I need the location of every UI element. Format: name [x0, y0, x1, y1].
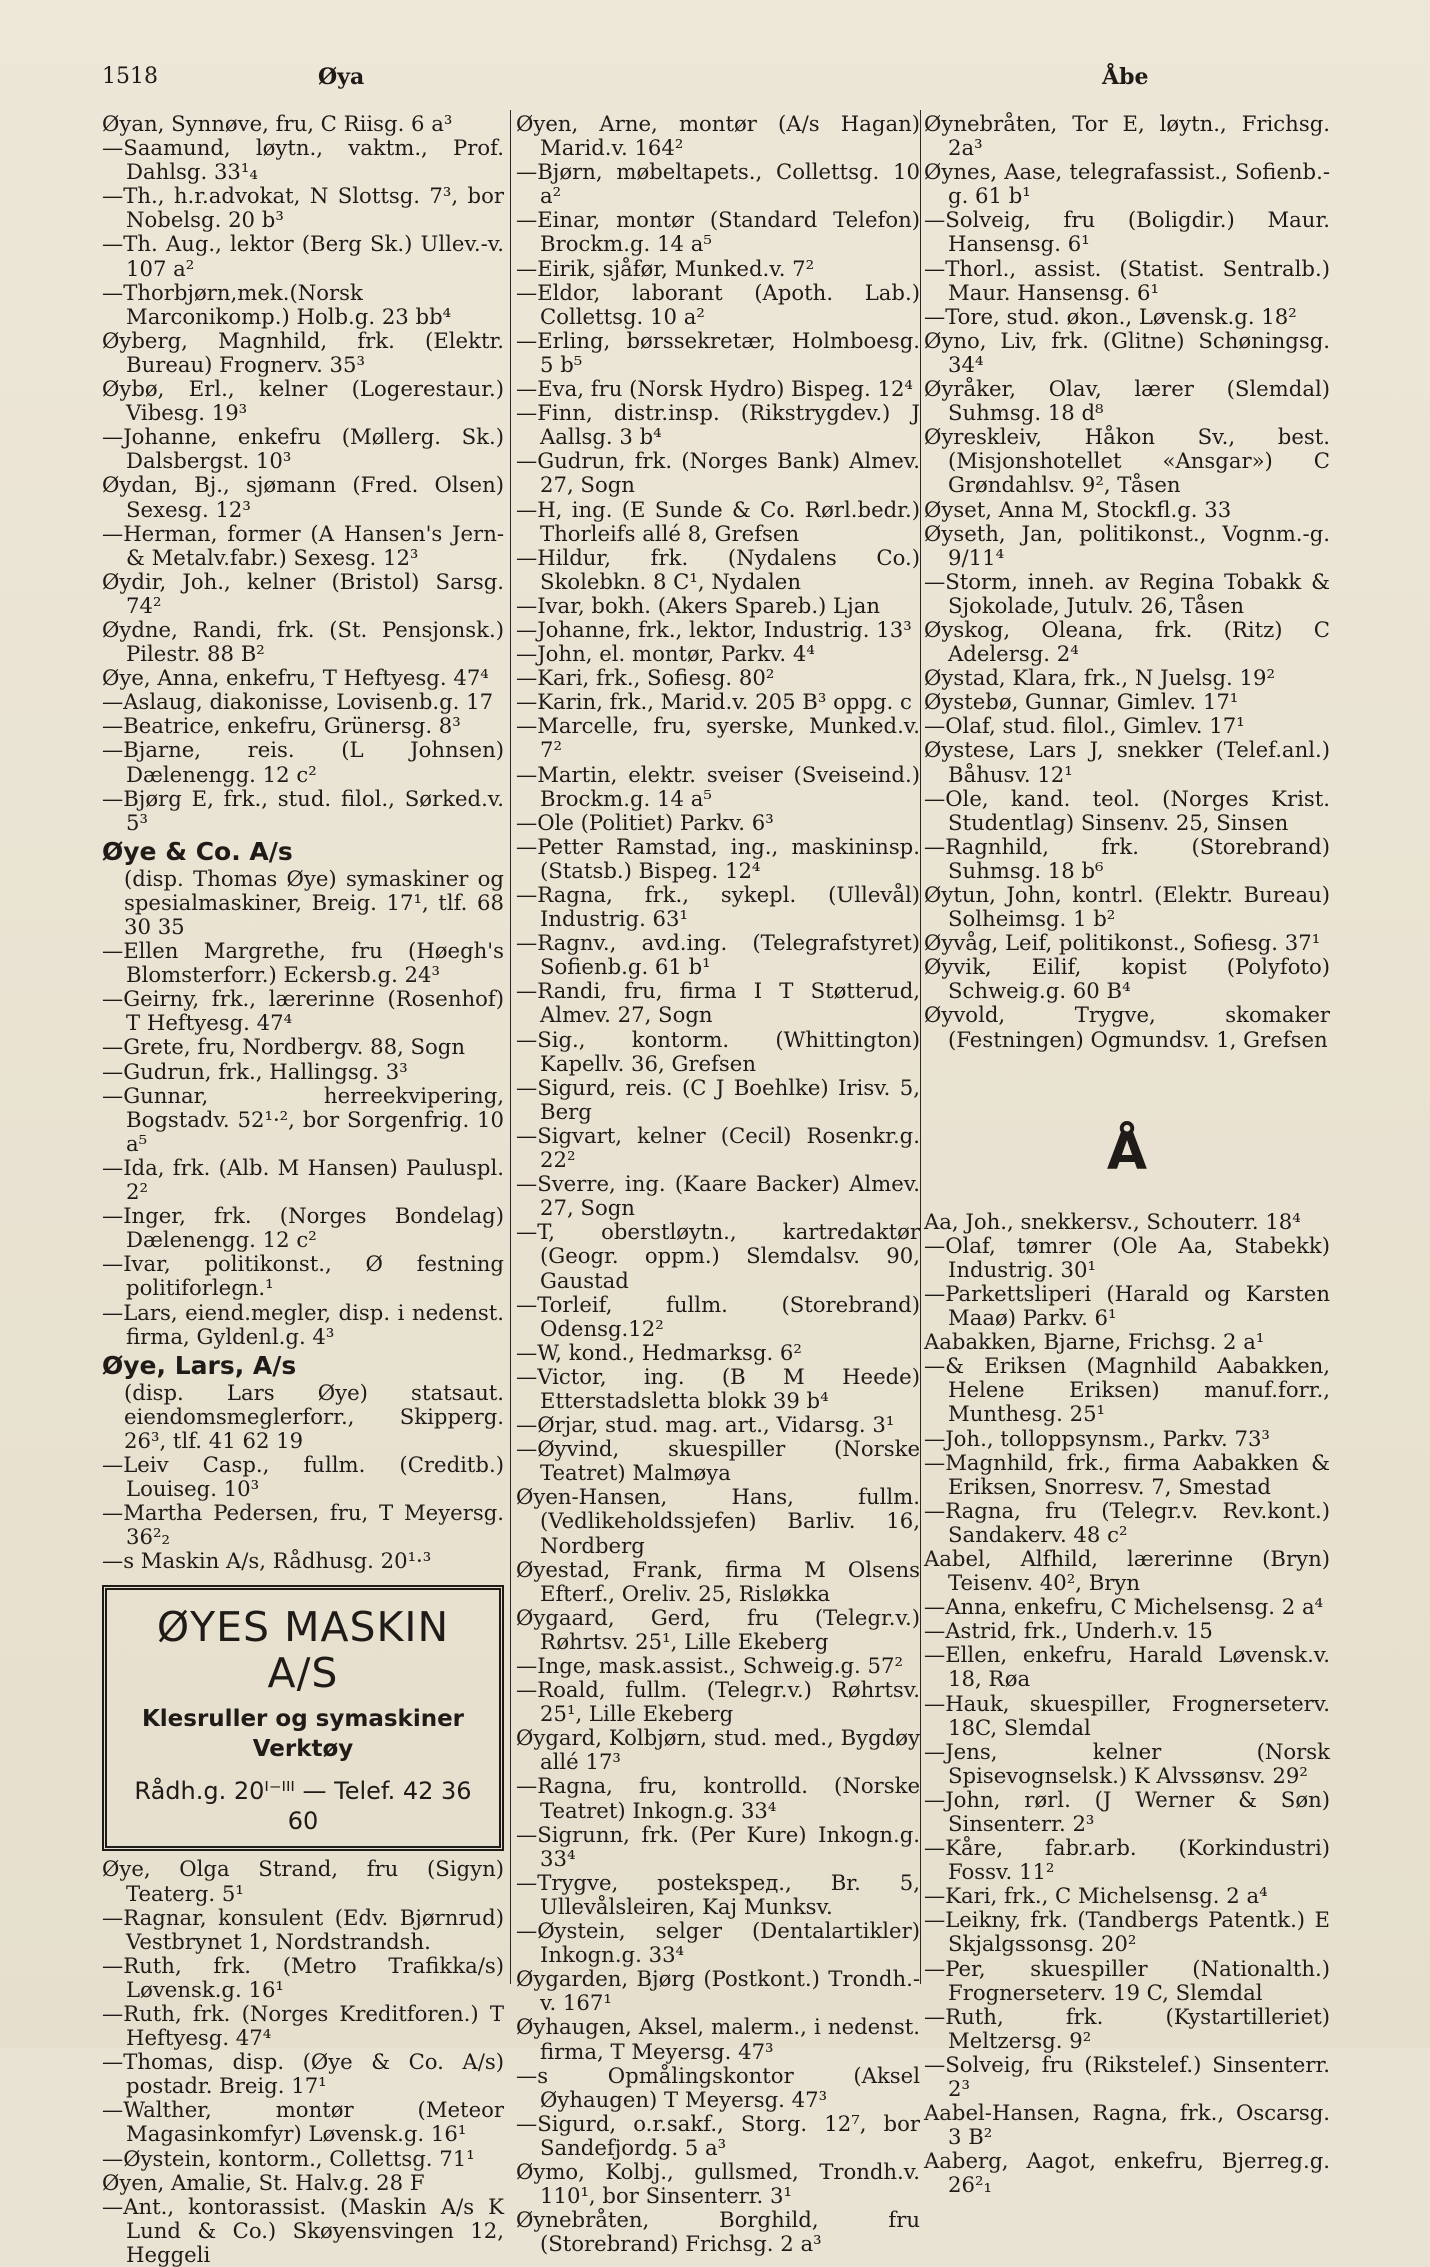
- directory-entry: Øystad, Klara, frk., N Juelsg. 19²: [924, 665, 1275, 691]
- directory-entry: —Ida, frk. (Alb. M Hansen) Pauluspl. 2²: [102, 1154, 504, 1205]
- directory-entry: —T, oberstløytn., kartredaktør (Geogr. oppm.) Slemdalsv. 90, Gaustad: [516, 1219, 920, 1293]
- directory-entry: —Sigurd, reis. (C J Boehlke) Irisv. 5, Berg: [516, 1074, 920, 1124]
- directory-entry: Øyhaugen, Aksel, malerm., i nedenst. firma, T Meyersg. 47³: [516, 2014, 920, 2064]
- directory-entry: Øydir, Joh., kelner (Bristol) Sarsg. 74²: [102, 568, 504, 618]
- column-1-entries-d: [102, 1857, 504, 2267]
- directory-entry: —Eva, fru (Norsk Hydro) Bispeg. 12⁴: [516, 376, 913, 402]
- directory-entry: —Per, skuespiller (Nationalth.) Frognerseterv. 19 C, Slemdal: [924, 1955, 1330, 2005]
- directory-entry: —Eirik, sjåfør, Munked.v. 7²: [516, 255, 815, 281]
- directory-entry: —Johanne, frk., lektor, Industrig. 13³: [516, 616, 912, 642]
- directory-entry: Øye, Olga Strand, fru (Sigyn) Teaterg. 5¹: [102, 1856, 504, 1906]
- directory-entry: —Astrid, frk., Underh.v. 15: [924, 1618, 1213, 1644]
- directory-entry: —Inge, mask.assist., Schweig.g. 57²: [516, 1653, 903, 1678]
- directory-entry: Øyvåg, Leif, politikonst., Sofiesg. 37¹: [924, 930, 1321, 956]
- directory-entry: Øyen, Arne, montør (A/s Hagan) Marid.v. 164²: [516, 111, 920, 161]
- firm-description-oye-lars: (disp. Lars Øye) statsaut. eiendomsmeglerforr., Skipperg. 26³, tlf. 41 62 19: [124, 1379, 504, 1453]
- directory-entry: Øyno, Liv, frk. (Glitne) Schøningsg. 34⁴: [924, 327, 1330, 377]
- directory-entry: Øymo, Kolbj., gullsmed, Trondh.v. 110¹, bor Sinsenterr. 3¹: [516, 2158, 920, 2209]
- directory-entry: Øygarden, Bjørg (Postkont.) Trondh.-v. 167¹: [516, 1966, 920, 2016]
- directory-entry: —W, kond., Hedmarksg. 6²: [516, 1339, 802, 1365]
- firm-description-oye-co: (disp. Thomas Øye) symaskiner og spesialmaskiner, Breig. 17¹, tlf. 68 30 35: [124, 865, 504, 939]
- directory-entry: —Ruth, frk. (Norges Kreditforen.) T Heftyesg. 47⁴: [102, 2001, 504, 2051]
- page-number: 1518: [102, 64, 158, 89]
- directory-entry: —Herman, former (A Hansen's Jern- & Metalv.fabr.) Sexesg. 12³: [102, 520, 504, 570]
- directory-entry: —Aslaug, diakonisse, Lovisenb.g. 17: [102, 689, 494, 715]
- directory-entry: —Ragnv., avd.ing. (Telegrafstyret) Sofienb.g. 61 b¹: [516, 930, 920, 980]
- directory-entry: Øyreskleiv, Håkon Sv., best. (Misjonshotellet «Ansgar») C Grøndahlsv. 9², Tåsen: [924, 424, 1330, 498]
- directory-entry: —Øystein, kontorm., Collettsg. 71¹: [102, 2145, 475, 2171]
- directory-entry: —Ellen, enkefru, Harald Løvensk.v. 18, Røa: [924, 1642, 1330, 1692]
- firm-heading-oye-co: Øye & Co. A/s: [102, 836, 293, 866]
- directory-entry: —Inger, frk. (Norges Bondelag) Dælenengg. 12 c²: [102, 1203, 504, 1253]
- directory-entry: —Bjørn, møbeltapets., Collettsg. 10 a²: [516, 159, 920, 209]
- directory-entry: —Ruth, frk. (Kystartilleriet) Meltzersg. 9²: [924, 2003, 1330, 2053]
- directory-entry: —Geirny, frk., lærerinne (Rosenhof) T Heftyesg. 47⁴: [102, 986, 504, 1036]
- directory-entry: Øyskog, Oleana, frk. (Ritz) C Adelersg. 2⁴: [924, 616, 1330, 667]
- directory-entry: —Sverre, ing. (Kaare Backer) Almev. 27, Sogn: [516, 1171, 920, 1221]
- directory-entry: —Torleif, fullm. (Storebrand) Odensg.12²: [516, 1291, 920, 1341]
- directory-entry: —Sigrunn, frk. (Per Kure) Inkogn.g. 33⁴: [516, 1821, 920, 1871]
- directory-entry: —Øystein, selger (Dentalartikler) Inkogn.g. 33⁴: [516, 1918, 920, 1968]
- directory-entry: —Gunnar, herreekvipering, Bogstadv. 52¹·², bor Sorgenfrig. 10 a⁵: [102, 1082, 504, 1156]
- directory-entry: —Jens, kelner (Norsk Spisevognselsk.) K Alvssønsv. 29²: [924, 1738, 1330, 1788]
- directory-entry: —Randi, fru, firma I T Støtterud, Almev. 27, Sogn: [516, 978, 920, 1028]
- directory-entry: —Beatrice, enkefru, Grünersg. 8³: [102, 713, 461, 739]
- directory-entry: —Th., h.r.advokat, N Slottsg. 7³, bor Nobelsg. 20 b³: [102, 183, 504, 233]
- directory-entry: —Lars, eiend.megler, disp. i nedenst. firma, Gyldenl.g. 4³: [102, 1299, 504, 1349]
- column-1-entries-a: [102, 112, 504, 835]
- directory-entry: —Ragnar, konsulent (Edv. Bjørnrud) Vestbrynet 1, Nordstrandsh.: [102, 1904, 504, 1954]
- directory-entry: —Bjørg E, frk., stud. filol., Sørked.v. 5³: [102, 785, 504, 835]
- directory-entry: Aabakken, Bjarne, Frichsg. 2 a¹: [924, 1329, 1265, 1355]
- column-1: [102, 112, 504, 2267]
- directory-entry: —Øyvind, skuespiller (Norske Teatret) Malmøya: [516, 1436, 920, 1486]
- directory-entry: —Walther, montør (Meteor Magasinkomfyr) Løvensk.g. 16¹: [102, 2097, 504, 2147]
- directory-entry: —Marcelle, fru, syerske, Munked.v. 7²: [516, 713, 920, 763]
- directory-entry: Øyen-Hansen, Hans, fullm. (Vedlikeholdssjefen) Barliv. 16, Nordberg: [516, 1484, 920, 1558]
- directory-entry: Aabel-Hansen, Ragna, frk., Oscarsg. 3 B²: [924, 2100, 1330, 2150]
- directory-entry: —Eldor, laborant (Apoth. Lab.) Collettsg. 10 a²: [516, 279, 920, 329]
- directory-entry: Øygaard, Gerd, fru (Telegr.v.) Røhrtsv. 25¹, Lille Ekeberg: [516, 1604, 920, 1654]
- directory-entry: —Hauk, skuespiller, Frognerseterv. 18C, Slemdal: [924, 1690, 1330, 1740]
- directory-entry: Øyseth, Jan, politikonst., Vognm.-g. 9/11⁴: [924, 520, 1330, 570]
- directory-entry: —Anna, enkefru, C Michelsensg. 2 a⁴: [924, 1594, 1324, 1620]
- directory-entry: —Olaf, stud. filol., Gimlev. 17¹: [924, 713, 1245, 739]
- directory-entry: —Trygve, postekspeд., Br. 5, Ullevålsleiren, Kaj Munksv.: [516, 1869, 920, 1919]
- directory-entry: —Leikny, frk. (Tandbergs Patentk.) E Skjalgssonsg. 20²: [924, 1907, 1330, 1957]
- directory-entry: —H, ing. (E Sunde & Co. Rørl.bedr.) Thorleifs allé 8, Grefsen: [516, 496, 920, 546]
- directory-entry: Øytun, John, kontrl. (Elektr. Bureau) Solheimsg. 1 b²: [924, 882, 1330, 932]
- directory-entry: Øystese, Lars J, snekker (Telef.anl.) Båhusv. 12¹: [924, 737, 1330, 787]
- directory-entry: —Solveig, fru (Rikstelef.) Sinsenterr. 2³: [924, 2051, 1330, 2102]
- directory-entry: —Th. Aug., lektor (Berg Sk.) Ullev.-v. 107 a²: [102, 231, 504, 281]
- directory-entry: —Olaf, tømrer (Ole Aa, Stabekk) Industrig. 30¹: [924, 1232, 1330, 1282]
- directory-entry: —Thorbjørn,mek.(Norsk Marconikomp.) Holb.g. 23 bb⁴: [102, 279, 452, 329]
- directory-entry: —s Maskin A/s, Rådhusg. 20¹·³: [102, 1548, 432, 1574]
- directory-entry: —Ivar, politikonst., Ø festning politiforlegn.¹: [102, 1251, 504, 1301]
- directory-entry: —& Eriksen (Magnhild Aabakken, Helene Eriksen) manuf.forr., Munthesg. 25¹: [924, 1353, 1330, 1427]
- directory-entry: Øyen, Amalie, St. Halv.g. 28 F: [102, 2169, 425, 2195]
- directory-entry: Øydne, Randi, frk. (St. Pensjonsk.) Pilestr. 88 B²: [102, 616, 504, 667]
- directory-entry: —Sig., kontorm. (Whittington) Kapellv. 36, Grefsen: [516, 1026, 920, 1076]
- directory-entry: —Martin, elektr. sveiser (Sveiseind.) Brockm.g. 14 a⁵: [516, 761, 920, 811]
- directory-entry: —John, el. montør, Parkv. 4⁴: [516, 641, 815, 667]
- directory-entry: —Leiv Casp., fullm. (Creditb.) Louiseg. 10³: [102, 1451, 504, 1502]
- directory-entry: —Ragna, frk., sykepl. (Ullevål) Industrig. 63¹: [516, 882, 920, 932]
- directory-entry: —Storm, inneh. av Regina Tobakk & Sjokolade, Jutulv. 26, Tåsen: [924, 568, 1330, 618]
- directory-entry: —Ragnhild, frk. (Storebrand) Suhmsg. 18 b⁶: [924, 833, 1330, 883]
- directory-entry: Øyset, Anna M, Stockfl.g. 33: [924, 496, 1232, 522]
- directory-entry: —Gudrun, frk., Hallingsg. 3³: [102, 1058, 408, 1084]
- column-3: [924, 112, 1330, 2198]
- column-2-entries: [516, 112, 920, 2256]
- directory-entry: Øydan, Bj., sjømann (Fred. Olsen) Sexesg. 12³: [102, 472, 504, 522]
- ad-company-name: ØYES MASKIN A/S: [156, 1603, 450, 1698]
- directory-entry: —Ruth, frk. (Metro Trafikka/s) Løvensk.g. 16¹: [102, 1952, 504, 2002]
- directory-entry: —s Opmålingskontor (Aksel Øyhaugen) T Meyersg. 47³: [516, 2062, 920, 2112]
- directory-entry: —Tore, stud. økon., Løvensk.g. 18²: [924, 303, 1297, 329]
- oyes-maskin-advertisement: [102, 1585, 504, 1851]
- directory-entry: —Kari, frk., Sofiesg. 80²: [516, 665, 775, 691]
- directory-entry: —Erling, børssekretær, Holmboesg. 5 b⁵: [516, 327, 920, 377]
- directory-entry: Øyråker, Olav, lærer (Slemdal) Suhmsg. 18 d⁸: [924, 376, 1330, 426]
- directory-entry: Aabel, Alfhild, lærerinne (Bryn) Teisenv. 40², Bryn: [924, 1545, 1330, 1596]
- directory-entry: —Magnhild, frk., firma Aabakken & Eriksen, Snorresv. 7, Smestad: [924, 1449, 1330, 1499]
- directory-entry: Øybø, Erl., kelner (Logerestaur.) Vibesg. 19³: [102, 376, 504, 426]
- directory-entry: —Einar, montør (Standard Telefon) Brockm.g. 14 a⁵: [516, 207, 920, 257]
- directory-entry: —Joh., tolloppsynsm., Parkv. 73³: [924, 1425, 1270, 1451]
- directory-entry: Øyberg, Magnhild, frk. (Elektr. Bureau) Frognerv. 35³: [102, 327, 504, 377]
- column-divider-right: [920, 110, 921, 1984]
- directory-entry: Øyvik, Eilif, kopist (Polyfoto) Schweig.g. 60 B⁴: [924, 954, 1330, 1004]
- directory-entry: Aaberg, Aagot, enkefru, Bjerreg.g. 26²₁: [924, 2148, 1330, 2198]
- directory-entry: Øynes, Aase, telegrafassist., Sofienb.-g. 61 b¹: [924, 159, 1330, 209]
- directory-entry: —Ole (Politiet) Parkv. 6³: [516, 809, 774, 835]
- ad-tagline-2: Verktøy: [252, 1736, 354, 1763]
- directory-entry: —Kari, frk., C Michelsensg. 2 a⁴: [924, 1883, 1268, 1909]
- directory-entry: —Ragna, fru (Telegr.v. Rev.kont.) Sandakerv. 48 c²: [924, 1497, 1330, 1547]
- directory-entry: —Ragna, fru, kontrolld. (Norske Teatret) Inkogn.g. 33⁴: [516, 1773, 920, 1823]
- directory-entry: —Saamund, løytn., vaktm., Prof. Dahlsg. 33¹₄: [102, 135, 504, 185]
- column-3-entries-a: [924, 112, 1330, 1052]
- column-2: [516, 112, 920, 2256]
- firm-heading-oye-lars: Øye, Lars, A/s: [102, 1350, 297, 1380]
- column-divider-left: [510, 110, 511, 1984]
- left-running-head: Øya: [318, 64, 365, 90]
- directory-entry: —Parkettsliperi (Harald og Karsten Maaø) Parkv. 6¹: [924, 1280, 1330, 1331]
- column-1-entries-c: [102, 1453, 504, 1573]
- directory-entry: Øygard, Kolbjørn, stud. med., Bygdøy allé 17³: [516, 1725, 920, 1775]
- directory-entry: —Hildur, frk. (Nydalens Co.) Skolebkn. 8 C¹, Nydalen: [516, 544, 920, 594]
- directory-entry: —Ørjar, stud. mag. art., Vidarsg. 3¹: [516, 1412, 895, 1438]
- directory-entry: —Grete, fru, Nordbergv. 88, Sogn: [102, 1034, 465, 1060]
- directory-entry: —Sigvart, kelner (Cecil) Rosenkr.g. 22²: [516, 1122, 920, 1173]
- directory-entry: —Bjarne, reis. (L Johnsen) Dælenengg. 12 c²: [102, 737, 504, 787]
- directory-entry: —Ant., kontorassist. (Maskin A/s K Lund & Co.) Skøyensvingen 12, Heggeli: [102, 2193, 504, 2267]
- directory-entry: Aa, Joh., snekkersv., Schouterr. 18⁴: [924, 1208, 1301, 1234]
- directory-entry: Øyestad, Frank, firma M Olsens Efterf., Oreliv. 25, Risløkka: [516, 1556, 920, 1606]
- section-letter: Å: [1106, 1121, 1148, 1182]
- ad-address: Rådh.g. 20ᴵ⁻ᴵᴵᴵ — Telef. 42 36 60: [134, 1777, 472, 1836]
- directory-entry: —Victor, ing. (B M Heede) Etterstadsletta blokk 39 b⁴: [516, 1363, 920, 1413]
- directory-entry: Øyan, Synnøve, fru, C Riisg. 6 a³: [102, 111, 453, 136]
- directory-entry: —Sigurd, o.r.sakf., Storg. 12⁷, bor Sandefjordg. 5 a³: [516, 2110, 920, 2160]
- directory-entry: Øyvold, Trygve, skomaker (Festningen) Ogmundsv. 1, Grefsen: [924, 1002, 1330, 1052]
- directory-entry: —Thomas, disp. (Øye & Co. A/s) postadr. Breig. 17¹: [102, 2049, 504, 2099]
- directory-entry: —Gudrun, frk. (Norges Bank) Almev. 27, Sogn: [516, 448, 920, 498]
- directory-entry: Øye, Anna, enkefru, T Heftyesg. 47⁴: [102, 665, 489, 691]
- ad-tagline-1: Klesruller og symaskiner: [141, 1706, 465, 1733]
- directory-entry: —Roald, fullm. (Telegr.v.) Røhrtsv. 25¹, Lille Ekeberg: [516, 1677, 920, 1727]
- directory-entry: —Ole, kand. teol. (Norges Krist. Studentlag) Sinsenv. 25, Sinsen: [924, 785, 1330, 835]
- directory-entry: Øynebråten, Tor E, løytn., Frichsg. 2a³: [924, 111, 1330, 161]
- directory-entry: —Kåre, fabr.arb. (Korkindustri) Fossv. 11²: [924, 1835, 1330, 1885]
- directory-entry: —Martha Pedersen, fru, T Meyersg. 36²₂: [102, 1500, 504, 1550]
- directory-entry: —Solveig, fru (Boligdir.) Maur. Hansensg. 6¹: [924, 207, 1330, 257]
- directory-entry: Øystebø, Gunnar, Gimlev. 17¹: [924, 689, 1239, 715]
- column-1-entries-b: [102, 939, 504, 1349]
- directory-entry: Øynebråten, Borghild, fru (Storebrand) Frichsg. 2 a³: [516, 2207, 920, 2257]
- directory-entry: —Finn, distr.insp. (Rikstrygdev.) J Aallsg. 3 b⁴: [516, 400, 920, 450]
- directory-entry: —Johanne, enkefru (Møllerg. Sk.) Dalsbergst. 10³: [102, 424, 504, 474]
- directory-entry: —Ivar, bokh. (Akers Spareb.) Ljan: [516, 592, 880, 618]
- directory-entry: —Karin, frk., Marid.v. 205 B³ oppg. c: [516, 689, 912, 715]
- directory-entry: —John, rørl. (J Werner & Søn) Sinsenterr. 2³: [924, 1786, 1330, 1836]
- directory-entry: —Petter Ramstad, ing., maskininsp. (Statsb.) Bispeg. 12⁴: [516, 833, 920, 883]
- directory-entry: —Ellen Margrethe, fru (Høegh's Blomsterforr.) Eckersb.g. 24³: [102, 938, 504, 988]
- directory-entry: —Thorl., assist. (Statist. Sentralb.) Maur. Hansensg. 6¹: [924, 255, 1330, 305]
- column-3-entries-b: [924, 1210, 1330, 2198]
- right-running-head: Åbe: [1102, 64, 1149, 90]
